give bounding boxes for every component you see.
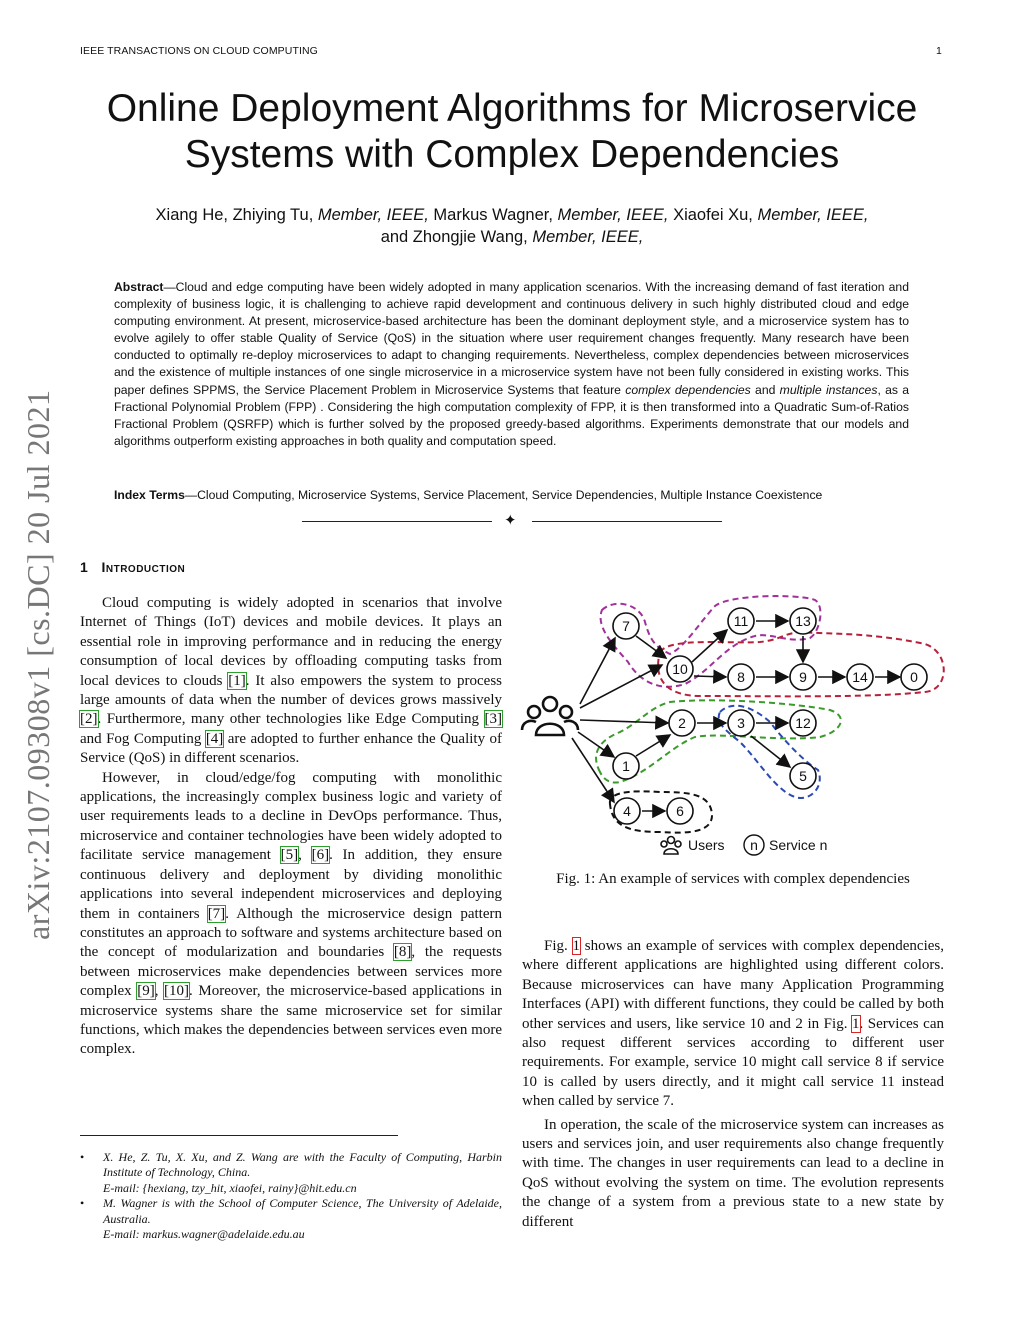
section-number: 1 [80,559,89,575]
arxiv-stamp: arXiv:2107.09308v1 [cs.DC] 20 Jul 2021 [20,389,56,940]
node-label: 12 [795,715,811,731]
divider-right [532,521,722,522]
node-label: 2 [678,715,686,731]
footnote-text: M. Wagner is with the School of Computer Science, The University of Adelaide, Australia. [103,1196,502,1226]
author-text: Xiaofei Xu, [668,206,758,224]
edge-users-10 [580,665,662,708]
node-label: 4 [623,803,631,819]
body-text: Cloud computing is widely adopted in scenarios that involve Internet of Things (IoT) devices and mobile devices. It plays an essential role in improving performance and in reducing the energy consumption of local devices by offloading computing tasks from local devices to clouds [80,595,502,689]
node-label: 11 [733,613,749,629]
node-label: 3 [737,715,745,731]
edge-10-8 [694,676,726,677]
legend-node-label: n [750,837,758,853]
node-label: 5 [799,768,807,784]
body-text: , the requests between microservices make dependencies between services more complex [80,944,502,1000]
citation-link[interactable]: [2] [80,711,98,728]
author-text: Xiang He, Zhiying Tu, [155,206,318,224]
abstract-label: Abstract [114,280,164,294]
right-column [522,937,944,1232]
abstract-text: and [750,382,780,397]
node-label: 8 [737,669,745,685]
index-terms-label: Index Terms [114,488,185,502]
body-text: . Furthermore, many other technologies like Edge Computing [97,711,485,728]
title-line-2: Systems with Complex Dependencies [184,133,840,176]
node-label: 6 [676,803,684,819]
title-line-1: Online Deployment Algorithms for Microservice [106,87,918,130]
index-terms-text: —Cloud Computing, Microservice Systems, Service Placement, Service Dependencies, Multiple Instance Coexistence [184,488,823,502]
author-list [60,204,964,248]
author-text: and Zhongjie Wang, [380,228,533,246]
abstract-emphasis: multiple instances [779,382,878,397]
edge-users-4 [572,738,614,802]
citation-link[interactable]: [5] [280,847,299,864]
citation-link[interactable]: [8] [393,944,412,961]
users-icon [522,697,578,735]
author-membership: Member, IEEE, [757,206,869,224]
edge-users-2 [580,720,668,723]
figure-link[interactable]: 1 [852,1015,860,1032]
running-header: IEEE TRANSACTIONS ON CLOUD COMPUTING [80,45,318,57]
body-text: shows an example of services with complex dependencies, where different applications are highlighted using different colors. Because microservices can have many Application Programming Interfaces (API) with different functions, they could be called by both other services and users, like service 10 and 2 in Fig. [522,938,945,1032]
author-text: Markus Wagner, [428,206,558,224]
footnote-email: E-mail: {hexiang, tzy_hit, xiaofei, rainy}@hit.edu.cn [103,1180,357,1195]
section-heading [80,559,185,575]
body-text: Fig. [544,938,573,954]
footnote-rule [80,1135,398,1136]
divider-diamond-icon: ✦ [504,512,517,529]
body-text: However, in cloud/edge/fog computing with monolithic applications, the increasingly complex business logic and variety of user requirements leads to a decline in DevOps performance. Thus, microservice and container technologies have been widely adopted to facilitate service management [80,769,502,864]
body-text: . Moreover, the microservice-based applications in microservice systems share the same microservice set for similar functions, which makes the dependencies between services even more complex. [80,983,503,1058]
legend-service-label: Service n [769,837,828,853]
node-label: 7 [622,618,630,634]
citation-link[interactable]: [6] [311,847,330,864]
abstract [114,279,909,450]
intro-paragraph-1 [80,594,502,769]
bullet: • [80,1150,85,1164]
author-membership: Member, IEEE, [532,228,644,246]
citation-link[interactable]: [7] [207,905,226,922]
body-text: and Fog Computing [80,730,206,747]
right-paragraph-2: In operation, the scale of the microservice system can increases as users and services join, and user requirements also change frequently with time. The changes in user requirements can lead to a decline in QoS without evolving the system on time. The evolution represents the change of a system from a previous state to a new state by different [522,1116,944,1230]
page-number: 1 [936,45,942,57]
abstract-emphasis: complex dependencies [625,382,751,397]
figure-dependency-graph [520,592,950,862]
edge-10-11 [692,630,727,662]
legend-users-icon [661,837,681,855]
body-text: . It also empowers the system to process large amounts of data when the number of devices grows massively [80,672,502,709]
abstract-text: , as a Fractional Polynomial Problem (FPP) . Considering the high computation complexity of FPP, it is then transformed into a Quadratic Sum-of-Ratios Fractional Problem (QSRFP) which is further solved by the proposed greedy-based algorithms. Experiments demonstrate that our models and algorithms outperform existing approaches in both quality and computation speed. [114,382,910,448]
left-column [80,594,502,1060]
footnote-1 [80,1150,502,1196]
edge-users-1 [578,732,614,757]
author-membership: Member, IEEE, [557,206,669,224]
legend-users-label: Users [688,837,725,853]
footnotes [80,1150,502,1242]
paper-title [60,86,964,178]
citation-link[interactable]: [1] [228,672,246,689]
edge-1-2 [636,735,670,756]
citation-link[interactable]: [10] [164,983,190,1000]
node-label: 10 [672,661,688,677]
footnote-2 [80,1196,502,1242]
citation-link[interactable]: [3] [484,711,502,728]
right-paragraph-1 [522,937,944,1112]
bullet: • [80,1196,85,1211]
author-membership: Member, IEEE, [317,206,429,224]
body-text: , [154,983,165,1000]
figure-caption: Fig. 1: An example of services with complex dependencies [556,871,910,887]
node-label: 1 [622,758,630,774]
node-label: 0 [910,669,918,685]
node-label: 13 [795,613,811,629]
citation-link[interactable]: [9] [137,983,155,1000]
index-terms [114,487,909,504]
node-label: 9 [799,669,807,685]
footnote-email: E-mail: markus.wagner@adelaide.edu.au [103,1227,305,1242]
citation-link[interactable]: [4] [205,730,224,747]
abstract-text: —Cloud and edge computing have been widely adopted in many application scenarios. With the increasing demand of fast iteration and complexity of business logic, it is challenging to achieve rapid development and continuous delivery in such highly distributed cloud and edge computing environment. At present, microservice-based architecture has been the dominant deployment style, and a microservice system has to evolve agilely to offer stable Quality of Service (QoS) in the situation where user requirement changes frequently. Many research have been conducted to optimally re-deploy microservices to adapt to changing requirements. Nevertheless, complex dependencies between microservices and the existence of multiple instances of one single microservice in a microservice system have not been fully considered in existing works. This paper defines SPPMS, the Service Placement Problem in Microservice Systems that feature [114,280,909,397]
divider-left [302,521,492,522]
body-text: . In addition, they ensure continuous delivery and deployment by dividing monolithic applications into several independent microservices and deploying them in containers [80,847,503,922]
intro-paragraph-2 [80,769,502,1060]
section-title: Introduction [101,559,186,575]
node-label: 14 [852,669,868,685]
figure-link[interactable]: 1 [572,938,580,954]
body-text: , [298,847,312,864]
edge-users-7 [580,638,615,704]
body-text: are adopted to further enhance the Quality of Service (QoS) in different scenarios. [80,730,502,767]
footnote-text: X. He, Z. Tu, X. Xu, and Z. Wang are with the Faculty of Computing, Harbin Institute of Technology, China. [103,1150,502,1180]
body-text: . Although the microservice design pattern constitutes an approach to software and systems architecture based on the concept of modularization and boundaries [80,905,502,961]
body-text: . Services can also request different services according to different user requirements. For example, service 10 might call service 8 if service 10 is called by users directly, and it might call service 11 instead when called by service 7. [522,1015,944,1110]
